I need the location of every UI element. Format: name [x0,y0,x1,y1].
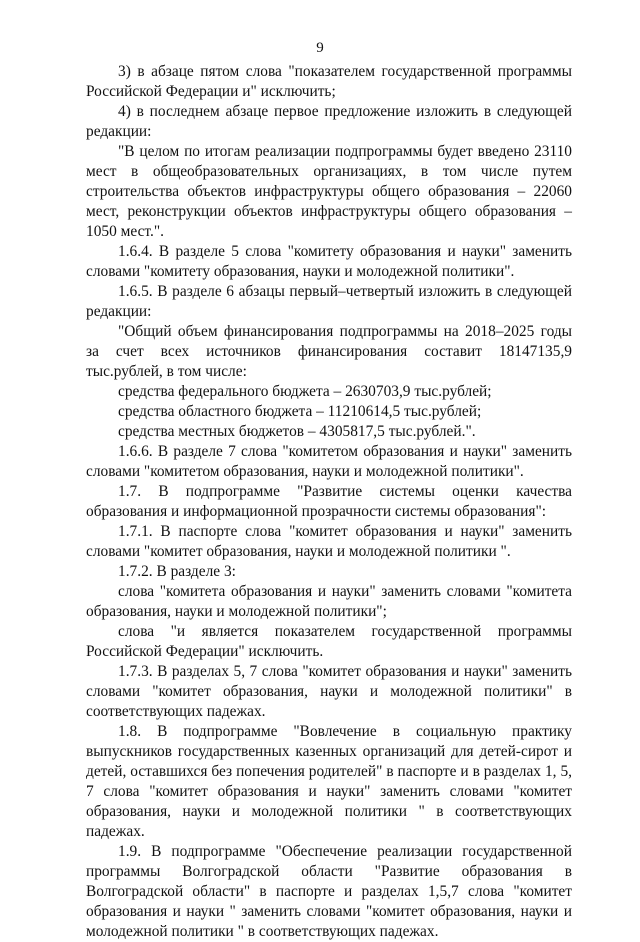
paragraph: 4) в последнем абзаце первое предложение изложить в следующей редакции: [86,103,572,140]
paragraph: слова "комитета образования и науки" заменить словами "комитета образования, науки и молодежной политики"; [86,583,572,620]
paragraph: 1.7.2. В разделе 3: [118,563,236,580]
paragraph: 1.6.4. В разделе 5 слова "комитету образования и науки" заменить словами "комитету образования, науки и молодежной политики". [86,243,572,280]
paragraph: 1.6.6. В разделе 7 слова "комитетом образования и науки" заменить словами "комитетом образования, науки и молодежной политики". [86,443,572,480]
paragraph: 3) в абзаце пятом слова "показателем государственной программы Российской Федерации и" исключить; [86,63,572,100]
paragraph: 1.7.3. В разделах 5, 7 слова "комитет образования и науки" заменить словами "комитет образования, науки и молодежной политики" в соответствующих падежах. [86,663,572,720]
document-body [86,62,572,942]
paragraph: 1.9. В подпрограмме "Обеспечение реализации государственной программы Волгоградской области "Развитие образования в Волгоградской области" в паспорте и разделах 1,5,7 слова "комитет образования и науки " заменить словами "комитет образования, науки и молодежной политики " в соответствующих падежах. [86,843,572,940]
quoted-paragraph: "Общий объем финансирования подпрограммы на 2018–2025 годы за счет всех источников финансирования составит 18147135,9 тыс.рублей, в том числе: [86,323,572,380]
quoted-paragraph: "В целом по итогам реализации подпрограммы будет введено 23110 мест в общеобразовательных организациях, в том числе путем строительства объектов инфраструктуры общего образования – 22060 мест, реконструкции объектов инфраструктуры общего образования – 1050 мест.". [86,143,572,240]
paragraph: 1.7.1. В паспорте слова "комитет образования и науки" заменить словами "комитет образования, науки и молодежной политики ". [86,523,572,560]
page-number: 9 [316,40,324,56]
paragraph: 1.8. В подпрограмме "Вовлечение в социальную практику выпускников государственных казенных организаций для детей-сирот и детей, оставшихся без попечения родителей" в паспорте и в разделах 1, 5, 7 слова "комитет образования и науки" заменить словами "комитет образования, науки и молодежной политики " в соответствующих падежах. [86,723,572,840]
funding-line-federal: средства федерального бюджета – 2630703,9 тыс.рублей; [118,383,492,400]
paragraph: слова "и является показателем государственной программы Российской Федерации" исключить. [86,623,572,660]
funding-line-local: средства местных бюджетов – 4305817,5 тыс.рублей.". [118,423,476,440]
paragraph: 1.7. В подпрограмме "Развитие системы оценки качества образования и информационной прозрачности системы образования": [86,483,572,520]
paragraph: 1.6.5. В разделе 6 абзацы первый–четвертый изложить в следующей редакции: [86,283,572,320]
funding-line-regional: средства областного бюджета – 11210614,5 тыс.рублей; [118,403,482,420]
